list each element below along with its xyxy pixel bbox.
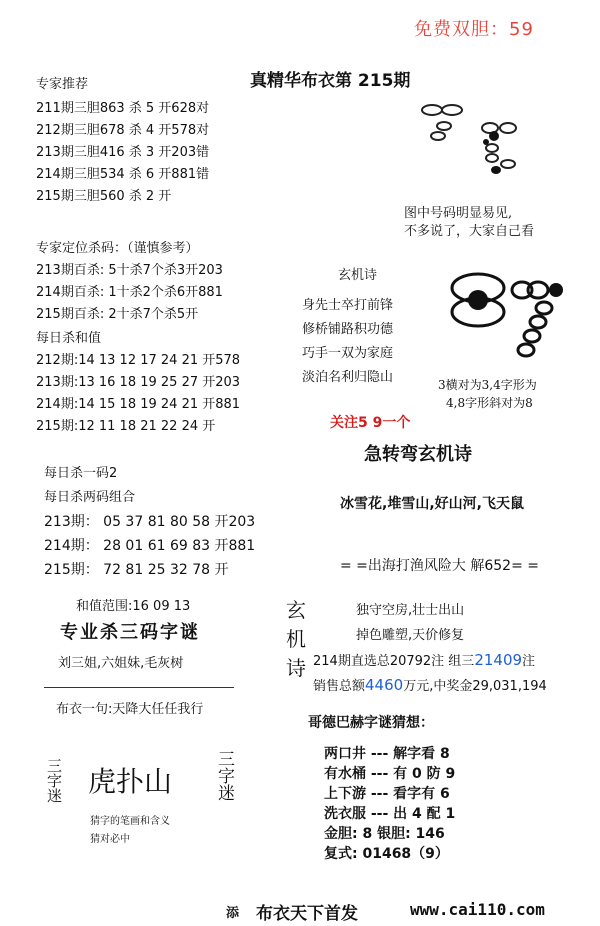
poem-line: 修桥铺路积功德 <box>302 322 394 337</box>
daily-sum-line: 215期:12 11 18 21 22 24 开 <box>36 419 216 434</box>
expert-line: 211期三胆863 杀 5 开628对 <box>36 101 210 116</box>
daily-two-line: 214期： 28 01 61 69 83 开881 <box>44 538 256 554</box>
sales-amount: 4460 <box>365 676 404 694</box>
xuanji-side-label: 玄 机 诗 <box>286 598 306 680</box>
riddle-three-answer: 刘三姐,六姐妹,毛灰树 <box>58 656 184 671</box>
diagram-text: 3横对为3,4字形为 <box>438 378 537 392</box>
position-kill-section <box>36 238 223 326</box>
riddle-hint: 猜对必中 <box>90 834 130 845</box>
free-double-tag: 免费双胆：59 <box>414 19 534 40</box>
daily-two-section <box>44 462 255 582</box>
sales-line-1: 214期直选总20792注 组三21409注 <box>313 651 536 669</box>
poem-line: 身先士卒打前锋 <box>302 298 394 313</box>
daily-sum-line: 214期:14 15 18 19 24 21 开881 <box>36 397 241 412</box>
daily-two-line: 213期： 05 37 81 80 58 开203 <box>44 514 256 530</box>
divider <box>44 687 234 688</box>
expert-line: 214期三胆534 杀 6 开881错 <box>36 167 210 182</box>
expert-section <box>36 74 209 208</box>
daily-sum-line: 213期:13 16 18 19 25 27 开203 <box>36 375 241 390</box>
chain-diagram-image <box>440 268 570 388</box>
daily-sum-section <box>36 328 240 438</box>
riddle-three-title: 专业杀三码字谜 <box>60 622 200 643</box>
riddle-hint: 猜字的笔画和含义 <box>90 816 170 827</box>
position-kill-line: 213期百杀: 5十杀7个杀3开203 <box>36 263 223 278</box>
xuanji-poem-title: 玄机诗 <box>338 268 378 283</box>
footer-mark-icon: 添 <box>226 906 240 921</box>
fishing-line: = =出海打渔风险大 解652= = <box>340 558 539 574</box>
daily-sum-heading: 每日杀和值 <box>36 331 102 346</box>
page-title: 真精华布衣第 215期 <box>250 71 411 91</box>
expert-heading: 专家推荐 <box>36 77 89 92</box>
poem-line: 淡泊名利归隐山 <box>302 370 394 385</box>
expert-line: 213期三胆416 杀 3 开203错 <box>36 145 210 160</box>
daily-one-heading: 每日杀一码2 <box>44 466 118 481</box>
diagram-text: 4,8字形斜对为8 <box>446 396 533 410</box>
group3-count: 21409 <box>474 651 523 669</box>
goldbach-list <box>324 744 455 864</box>
footer-url[interactable]: www.cai110.com <box>410 900 545 919</box>
daily-two-heading: 每日杀两码组合 <box>44 490 136 505</box>
goldbach-line: 复式: 01468（9） <box>324 846 449 862</box>
puzzle-caption: 不多说了，大家自己看 <box>404 224 535 239</box>
goldbach-title: 哥德巴赫字谜猜想： <box>308 715 434 731</box>
puzzle-caption: 图中号码明显易见, <box>404 206 513 221</box>
sharp-turn-title: 急转弯玄机诗 <box>364 444 472 465</box>
xuanji-side-line: 掉色雕塑,天价修复 <box>356 628 465 643</box>
goldbach-line: 两口井 --- 解字看 8 <box>324 746 450 762</box>
daily-sum-line: 212期:14 13 12 17 24 21 开578 <box>36 353 241 368</box>
riddle-side-left: 三字迷 <box>45 758 63 803</box>
sum-range: 和值范围:16 09 13 <box>76 599 191 614</box>
goldbach-line: 洗衣服 --- 出 4 配 1 <box>324 806 456 822</box>
poem-line: 巧手一双为家庭 <box>302 346 394 361</box>
riddle-main: 虎扑山 <box>88 765 173 798</box>
number-puzzle-image <box>410 98 528 208</box>
position-kill-heading: 专家定位杀码：（谨慎参考） <box>36 241 199 256</box>
expert-line: 212期三胆678 杀 4 开578对 <box>36 123 210 138</box>
sales-line-2: 销售总额4460万元,中奖金29,031,194 <box>313 676 547 694</box>
focus-note: 关注5 9一个 <box>330 415 411 431</box>
riddle-side-right: 三字迷 <box>214 750 234 801</box>
goldbach-line: 上下游 --- 看字有 6 <box>324 786 450 802</box>
daily-two-line: 215期： 72 81 25 32 78 开 <box>44 562 229 578</box>
sharp-turn-answer: 冰雪花,堆雪山,好山河,飞天鼠 <box>340 496 524 512</box>
position-kill-line: 214期百杀: 1十杀2个杀6开881 <box>36 285 223 300</box>
goldbach-line: 有水桶 --- 有 0 防 9 <box>324 766 456 782</box>
position-kill-line: 215期百杀: 2十杀7个杀5开 <box>36 307 199 322</box>
footer-slogan: 布衣天下首发 <box>256 904 358 924</box>
xuanji-side-line: 独守空房,壮士出山 <box>356 603 465 618</box>
expert-line: 215期三胆560 杀 2 开 <box>36 189 172 204</box>
buyi-saying: 布衣一句:天降大任任我行 <box>56 702 204 717</box>
goldbach-line: 金胆: 8 银胆: 146 <box>324 826 445 842</box>
xuanji-poem <box>302 294 393 390</box>
